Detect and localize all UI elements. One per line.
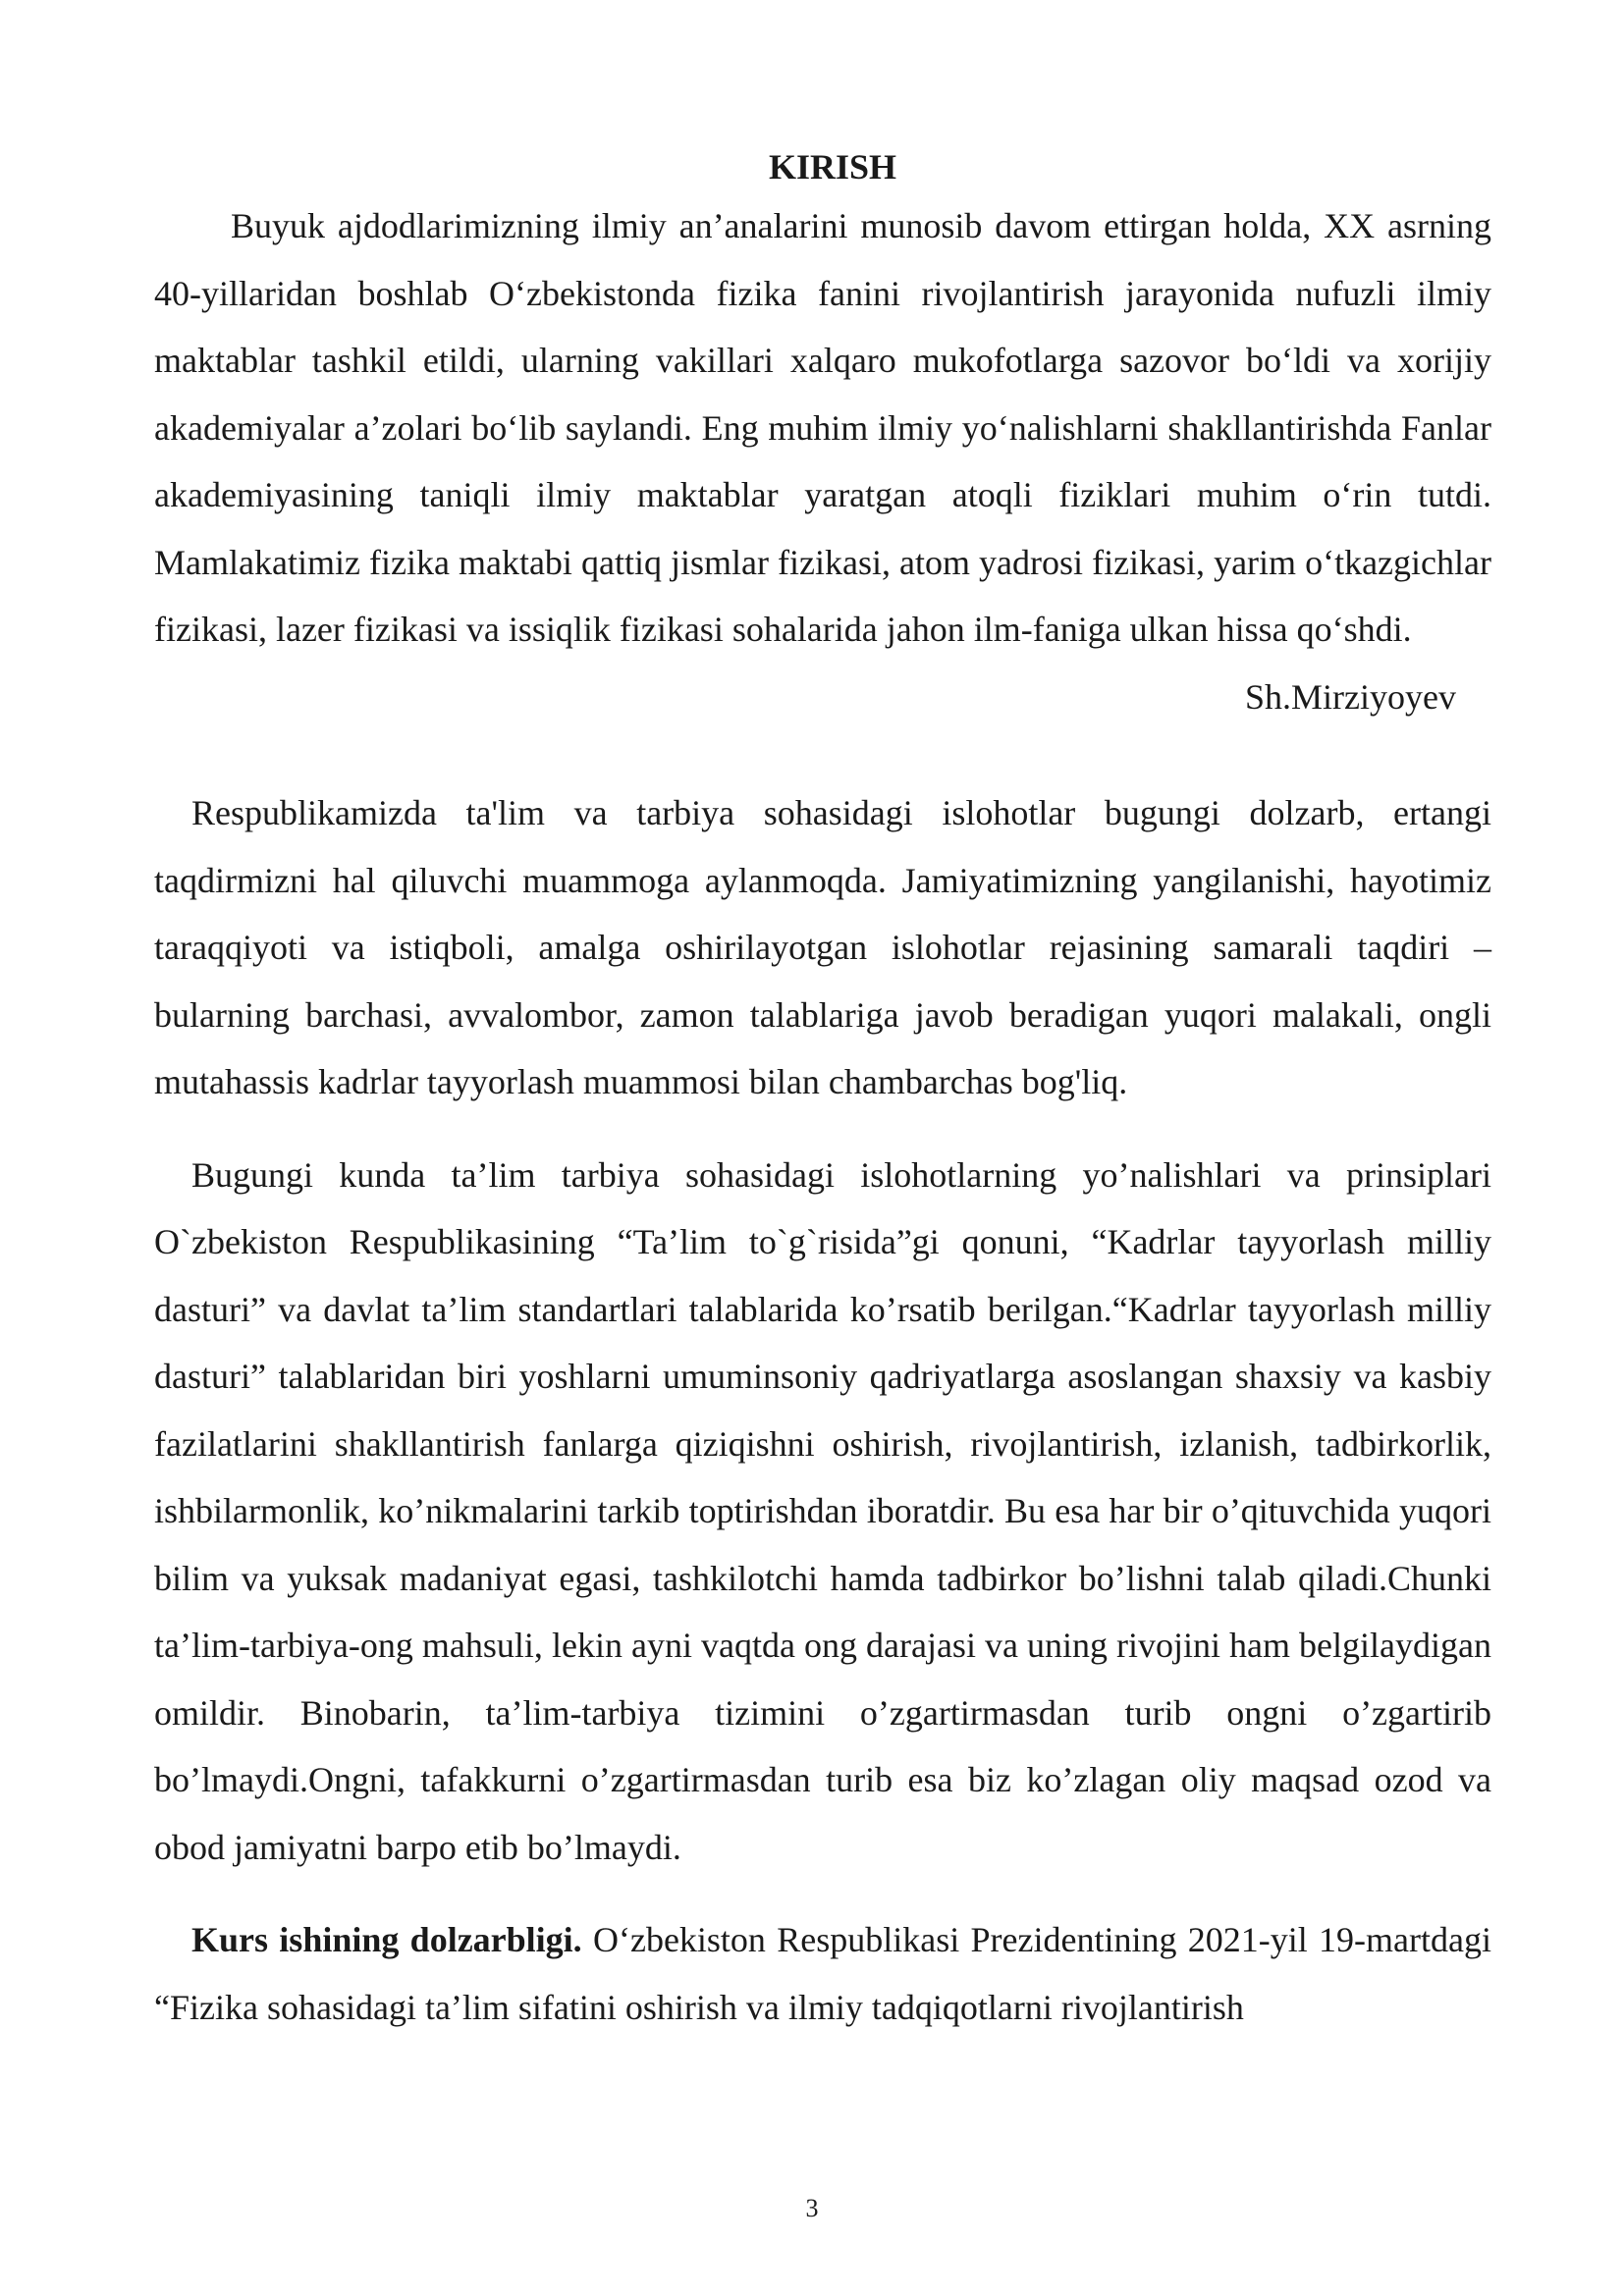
page-number: 3 [805, 2194, 819, 2222]
spacer [154, 1881, 1491, 1906]
spacer [154, 730, 1491, 779]
epigraph-signature: Sh.Mirziyoyev [1245, 676, 1456, 717]
spacer [154, 1116, 1491, 1142]
body-paragraph-3-text: O‘zbekiston Respublikasi Prezidentining 2021-yil 19-martdagi “Fizika sohasidagi ta’lim sifatini oshirish va ilmiy tadqiqotlarni rivojlantirish [154, 1920, 1491, 2027]
page-title: KIRISH [768, 147, 897, 187]
page-content [154, 147, 1491, 2041]
section-lead-heading: Kurs ishining dolzarbligi. [191, 1920, 582, 1959]
body-paragraph-3 [154, 1906, 1491, 2041]
epigraph-paragraph: Buyuk ajdodlarimizning ilmiy an’analarini munosib davom ettirgan holda, XX asrning 40-yillaridan boshlab O‘zbekistonda fizika fanini rivojlantirish jarayonida nufuzli ilmiy maktablar tashkil etildi, ularning vakillari xalqaro mukofotlarga sazovor bo‘ldi va xorijiy akademiyalar a’zolari bo‘lib saylandi. Eng muhim ilmiy yo‘nalishlarni shakllantirishda Fanlar akademiyasining taniqli ilmiy maktablar yaratgan atoqli fiziklari muhim o‘rin tutdi. Mamlakatimiz fizika maktabi qattiq jismlar fizikasi, atom yadrosi fizikasi, yarim o‘tkazgichlar fizikasi, lazer fizikasi va issiqlik fizikasi sohalarida jahon ilm-faniga ulkan hissa qo‘shdi. [154, 206, 1491, 649]
body-paragraph-1: Respublikamizda ta'lim va tarbiya sohasidagi islohotlar bugungi dolzarb, ertangi taqdirmizni hal qiluvchi muammoga aylanmoqda. Jamiyatimizning yangilanishi, hayotimiz taraqqiyoti va istiqboli, amalga oshirilayotgan islohotlar rejasining samarali taqdiri – bularning barchasi, avvalombor, zamon talablariga javob beradigan yuqori malakali, ongli mutahassis kadrlar tayyorlash muammosi bilan chambarchas bog'liq. [154, 793, 1491, 1101]
body-paragraph-2: Bugungi kunda ta’lim tarbiya sohasidagi islohotlarning yo’nalishlari va prinsiplari O`zbekiston Respublikasining “Ta’lim to`g`risida”gi qonuni, “Kadrlar tayyorlash milliy dasturi” va davlat ta’lim standartlari talablarida ko’rsatib berilgan.“Kadrlar tayyorlash milliy dasturi” talablaridan biri yoshlarni umuminsoniy qadriyatlarga asoslangan shaxsiy va kasbiy fazilatlarini shakllantirish fanlarga qiziqishni oshirish, rivojlantirish, izlanish, tadbirkorlik, ishbilarmonlik, ko’nikmalarini tarkib toptirishdan iboratdir. Bu esa har bir o’qituvchida yuqori bilim va yuksak madaniyat egasi, tashkilotchi hamda tadbirkor bo’lishni talab qiladi.Chunki ta’lim-tarbiya-ong mahsuli, lekin ayni vaqtda ong darajasi va uning rivojini ham belgilaydigan omildir. Binobarin, ta’lim-tarbiya tizimini o’zgartirmasdan turib ongni o’zgartirib bo’lmaydi.Ongni, tafakkurni o’zgartirmasdan turib esa biz ko’zlagan oliy maqsad ozod va obod jamiyatni barpo etib bo’lmaydi. [154, 1154, 1491, 1867]
